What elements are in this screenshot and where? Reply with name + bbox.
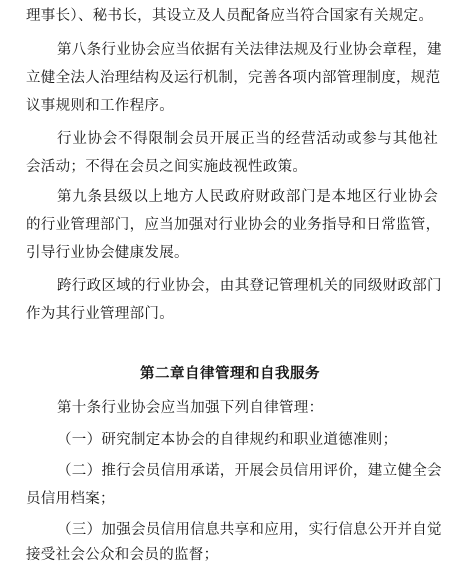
list-item: （一）研究制定本协会的自律规约和职业道德准则； [57, 432, 398, 448]
list-item: （二）推行会员信用承诺，开展会员信用评价，建立健全会 [57, 463, 442, 479]
text-line: 的行业管理部门，应当加强对行业协会的业务指导和日常监管， [26, 217, 441, 233]
text-line: 行业协会不得限制会员开展正当的经营活动或参与其他社 [57, 131, 438, 147]
text-line: 引导行业协会健康发展。 [26, 245, 189, 261]
text-line: 跨行政区域的行业协会，由其登记管理机关的同级财政部门 [57, 278, 442, 294]
chapter-heading: 第二章自律管理和自我服务 [140, 366, 320, 382]
article-8-line: 第八条行业协会应当依据有关法律法规及行业协会章程，建 [57, 42, 442, 58]
text-line: 作为其行业管理部门。 [26, 306, 174, 322]
list-item: （三）加强会员信用信息共享和应用，实行信息公开并自觉 [57, 522, 442, 538]
text-line: 接受社会公众和会员的监督； [26, 547, 219, 563]
article-9-line: 第九条县级以上地方人民政府财政部门是本地区行业协会 [57, 189, 438, 205]
text-line: 会活动；不得在会员之间实施歧视性政策。 [26, 159, 308, 175]
text-line: 议事规则和工作程序。 [26, 98, 174, 114]
text-line: 立健全法人治理结构及运行机制，完善各项内部管理制度，规范 [26, 70, 441, 86]
text-line: 员信用档案； [26, 491, 115, 507]
text-line: 理事长）、秘书长，其设立及人员配备应当符合国家有关规定。 [26, 8, 434, 24]
article-10-line: 第十条行业协会应当加强下列自律管理： [57, 400, 324, 416]
